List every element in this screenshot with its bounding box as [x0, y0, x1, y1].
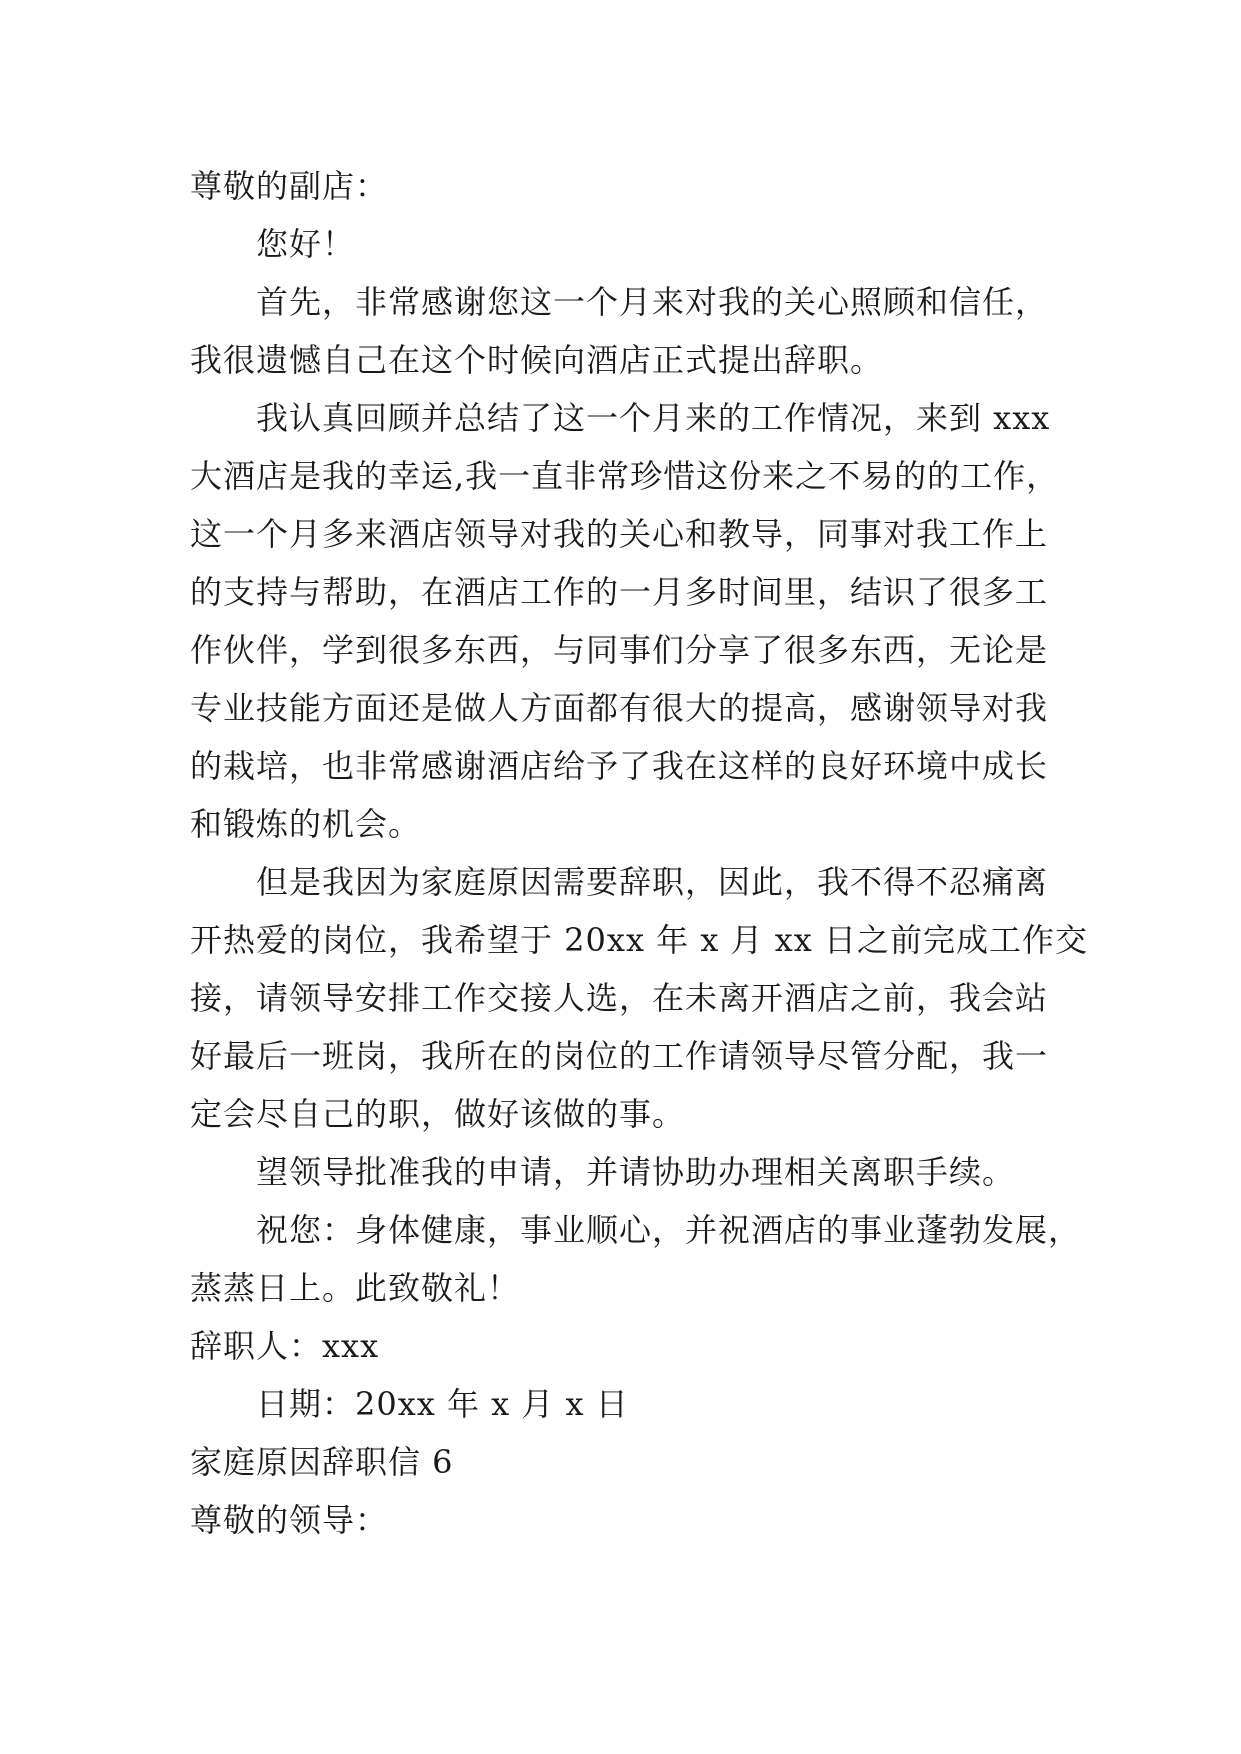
paragraph-3-line-1: 但是我因为家庭原因需要辞职，因此，我不得不忍痛离: [256, 863, 1049, 901]
paragraph-3-line-2: 开热爱的岗位，我希望于 20xx 年 x 月 xx 日之前完成工作交: [190, 921, 1088, 959]
paragraph-3-line-4: 好最后一班岗，我所在的岗位的工作请领导尽管分配，我一: [190, 1037, 1049, 1075]
paragraph-2-line-6: 专业技能方面还是做人方面都有很大的提高，感谢领导对我: [190, 689, 1049, 727]
closing-line-2: 蒸蒸日上。此致敬礼！: [190, 1269, 521, 1307]
signatory: 辞职人：xxx: [190, 1327, 380, 1365]
paragraph-2-line-8: 和锻炼的机会。: [190, 805, 422, 843]
closing-line-1: 祝您：身体健康，事业顺心，并祝酒店的事业蓬勃发展，: [256, 1211, 1082, 1249]
next-salutation: 尊敬的领导：: [190, 1501, 389, 1539]
paragraph-3-line-5: 定会尽自己的职，做好该做的事。: [190, 1095, 686, 1133]
paragraph-2-line-3: 这一个月多来酒店领导对我的关心和教导，同事对我工作上: [190, 515, 1049, 553]
paragraph-2-line-7: 的栽培，也非常感谢酒店给予了我在这样的良好环境中成长: [190, 747, 1049, 785]
paragraph-2-line-2: 大酒店是我的幸运,我一直非常珍惜这份来之不易的的工作，: [190, 457, 1060, 495]
salutation: 尊敬的副店：: [190, 167, 389, 205]
date-line: 日期：20xx 年 x 月 x 日: [256, 1385, 629, 1423]
paragraph-2-line-1: 我认真回顾并总结了这一个月来的工作情况，来到 xxx: [256, 399, 1051, 437]
paragraph-2-line-4: 的支持与帮助，在酒店工作的一月多时间里，结识了很多工: [190, 573, 1049, 611]
paragraph-1-line-1: 首先，非常感谢您这一个月来对我的关心照顾和信任，: [256, 283, 1049, 321]
paragraph-4-line-1: 望领导批准我的申请，并请协助办理相关离职手续。: [256, 1153, 1016, 1191]
paragraph-3-line-3: 接，请领导安排工作交接人选，在未离开酒店之前，我会站: [190, 979, 1049, 1017]
paragraph-1-line-2: 我很遗憾自己在这个时候向酒店正式提出辞职。: [190, 341, 884, 379]
paragraph-2-line-5: 作伙伴，学到很多东西，与同事们分享了很多东西，无论是: [190, 631, 1049, 669]
section-heading: 家庭原因辞职信 6: [190, 1443, 454, 1481]
greeting: 您好！: [256, 225, 356, 263]
